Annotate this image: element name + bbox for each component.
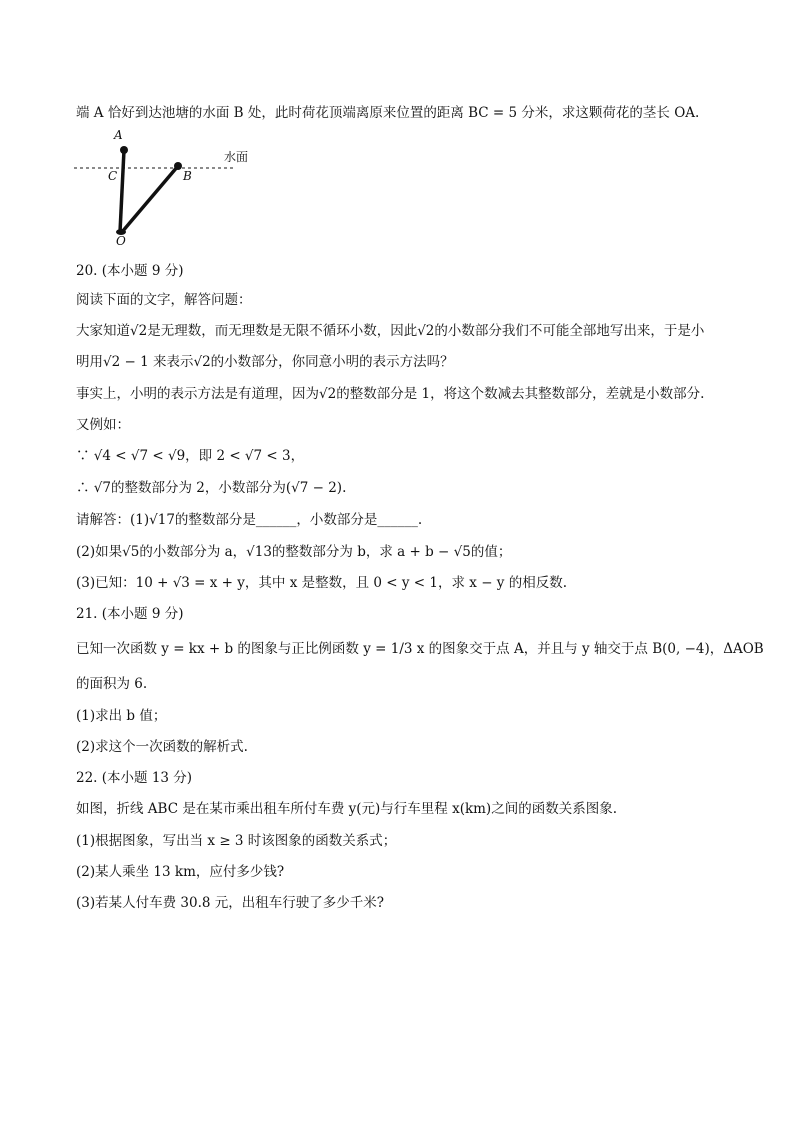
q20-intro: 阅读下面的文字，解答问题：	[76, 292, 252, 308]
q20-subq-1: 请解答：(1)√17的整数部分是______，小数部分是______.	[76, 512, 423, 528]
stem-OA	[120, 150, 124, 232]
q20-para2-b: 又例如：	[76, 417, 130, 433]
lotus-flower-B-icon	[174, 162, 182, 170]
q22-subq-2: (2)某人乘坐 13 km，应付多少钱?	[76, 864, 285, 880]
q21-subq-1: (1)求出 b 值；	[76, 708, 167, 724]
q22-subq-1: (1)根据图象，写出当 x ≥ 3 时该图象的函数关系式；	[76, 833, 397, 849]
label-C: C	[108, 169, 118, 183]
q21-para2: 的面积为 6.	[76, 676, 148, 692]
text-line-0: 端 A 恰好到达池塘的水面 B 处，此时荷花顶端离原来位置的距离 BC = 5 分米，求这颗荷花的茎长 OA.	[76, 105, 700, 121]
stem-OB	[122, 166, 178, 232]
label-O: O	[116, 234, 126, 246]
q22-heading: 22. (本小题 13 分)	[76, 770, 193, 786]
water-label: 水面	[224, 150, 249, 164]
q21-para1: 已知一次函数 y = kx + b 的图象与正比例函数 y = 1/3 x 的图象交于点 A，并且与 y 轴交于点 B(0, −4)，ΔAOB	[76, 641, 764, 657]
q20-para1-b: 明用√2 − 1 来表示√2的小数部分，你同意小明的表示方法吗？	[76, 354, 454, 370]
lotus-flower-A-icon	[120, 146, 128, 154]
q20-subq-2: (2)如果√5的小数部分为 a，√13的整数部分为 b，求 a + b − √5的值；	[76, 544, 512, 560]
q20-example-2: ∴ √7的整数部分为 2，小数部分为(√7 − 2).	[76, 480, 347, 496]
lotus-figure	[70, 128, 250, 246]
q20-subq-3: (3)已知：10 + √3 = x + y，其中 x 是整数，且 0 < y < 1，求 x − y 的相反数.	[76, 575, 568, 591]
q20-para2-a: 事实上，小明的表示方法是有道理，因为√2的整数部分是 1，将这个数减去其整数部分，差就是小数部分.	[76, 386, 705, 402]
q20-heading: 20. (本小题 9 分)	[76, 263, 184, 279]
q20-para1-a: 大家知道√2是无理数，而无理数是无限不循环小数，因此√2的小数部分我们不可能全部地写出来，于是小	[76, 323, 705, 339]
q22-para1: 如图，折线 ABC 是在某市乘出租车所付车费 y(元)与行车里程 x(km)之间的函数关系图象.	[76, 801, 617, 817]
q22-subq-3: (3)若某人付车费 30.8 元，出租车行驶了多少千米?	[76, 895, 385, 911]
q21-subq-2: (2)求这个一次函数的解析式.	[76, 739, 248, 755]
label-B: B	[183, 169, 192, 183]
q21-heading: 21. (本小题 9 分)	[76, 606, 184, 622]
label-A: A	[114, 128, 123, 142]
q20-example-1: ∵ √4 < √7 < √9，即 2 < √7 < 3，	[76, 448, 305, 464]
